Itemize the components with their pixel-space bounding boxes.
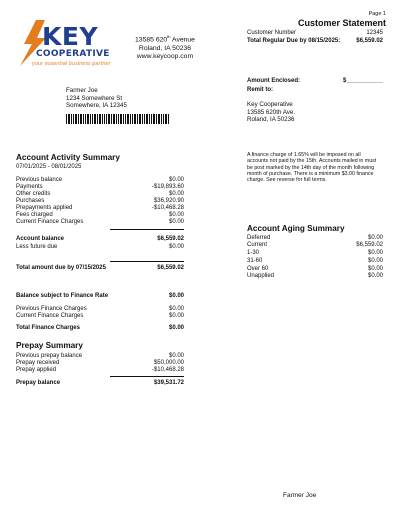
activity-row: Other credits $0.00: [16, 191, 184, 197]
customer-number-value: 12345: [366, 30, 383, 36]
aging-title: Account Aging Summary: [247, 224, 345, 233]
aging-row: Current $6,559.02: [247, 242, 383, 248]
finance-total-row: Total Finance Charges $0.00: [16, 325, 184, 331]
activity-title: Account Activity Summary: [16, 153, 120, 162]
activity-row: Current Finance Charges $0.00: [16, 219, 184, 225]
customer-city: Somewhere, IA 12345: [66, 102, 127, 110]
aging-row: Deferred $0.00: [247, 235, 383, 241]
customer-street: 1234 Somewhere St: [66, 94, 123, 102]
prepay-total-row: Prepay balance $39,531.72: [16, 380, 184, 386]
activity-row: Previous balance $0.00: [16, 177, 184, 183]
amount-enclosed-blank: $___________: [343, 78, 384, 84]
footer-customer-name: Farmer Joe: [283, 492, 317, 499]
customer-number-label: Customer Number: [247, 30, 297, 36]
customer-address: [66, 87, 127, 110]
company-logo: [18, 20, 128, 75]
activity-row: Purchases $36,920.90: [16, 198, 184, 204]
total-due-header-label: Total Regular Due by 08/15/2025:: [247, 38, 341, 44]
remit-address: [247, 101, 295, 124]
total-divider: [110, 261, 184, 262]
prepay-row: Prepay received $50,000.00: [16, 360, 184, 366]
finance-row: Current Finance Charges $0.00: [16, 313, 184, 319]
total-due-row: Total amount due by 07/15/2025 $6,559.02: [16, 265, 184, 271]
logo-tagline: your essential business partner: [32, 61, 111, 67]
remit-line: Roland, IA 50236: [247, 116, 295, 124]
postal-barcode: [66, 114, 182, 124]
remit-to-label: Remit to:: [247, 87, 273, 93]
prepay-divider: [110, 376, 184, 377]
total-due-header-row: [247, 38, 383, 45]
prepay-title: Prepay Summary: [16, 341, 83, 350]
customer-number-row: [247, 30, 383, 37]
finance-rate-title-row: Balance subject to Finance Rate $0.00: [16, 293, 184, 299]
company-website: www.keycoop.com: [136, 53, 194, 61]
finance-charge-note: A finance charge of 1.65% will be imposed on all accounts not paid by the 15th. Accounts mailed in must be post marked by the 14th day of the month following month of purchase. There is a minimum $3.00 finance charge. See reverse for full terms.: [247, 152, 377, 184]
aging-row: 1-30 $0.00: [247, 250, 383, 256]
customer-name: Farmer Joe: [66, 87, 98, 94]
company-street: 13585 620th Avenue: [135, 34, 195, 44]
activity-row: Payments -$19,893.60: [16, 184, 184, 190]
account-balance-row: Account balance $6,559.02: [16, 236, 184, 242]
aging-row: Over 60 $0.00: [247, 266, 383, 272]
activity-period: 07/01/2025 - 08/01/2025: [16, 164, 82, 170]
amount-enclosed-label: Amount Enclosed:: [247, 78, 301, 84]
activity-row: Prepayments applied -$10,468.28: [16, 205, 184, 211]
finance-row: Previous Finance Charges $0.00: [16, 306, 184, 312]
less-future-row: Less future due $0.00: [16, 244, 184, 250]
aging-row: Unapplied $0.00: [247, 273, 383, 279]
remit-line: Key Cooperative: [247, 101, 293, 108]
company-city: Roland, IA 50236: [138, 44, 192, 52]
prepay-row: Prepay applied -$10,468.28: [16, 367, 184, 373]
activity-divider: [110, 229, 184, 230]
remit-line: 13585 620th Ave.: [247, 108, 296, 116]
aging-row: 31-60 $0.00: [247, 258, 383, 264]
company-address: [126, 33, 204, 61]
logo-word-key: KEY: [42, 22, 99, 51]
logo-word-cooperative: COOPERATIVE: [36, 49, 110, 59]
activity-row: Fees charged $0.00: [16, 212, 184, 218]
total-due-header-value: $6,559.02: [356, 38, 383, 44]
prepay-row: Previous prepay balance $0.00: [16, 353, 184, 359]
page-number: Page 1: [368, 11, 386, 17]
statement-title: Customer Statement: [297, 18, 386, 28]
